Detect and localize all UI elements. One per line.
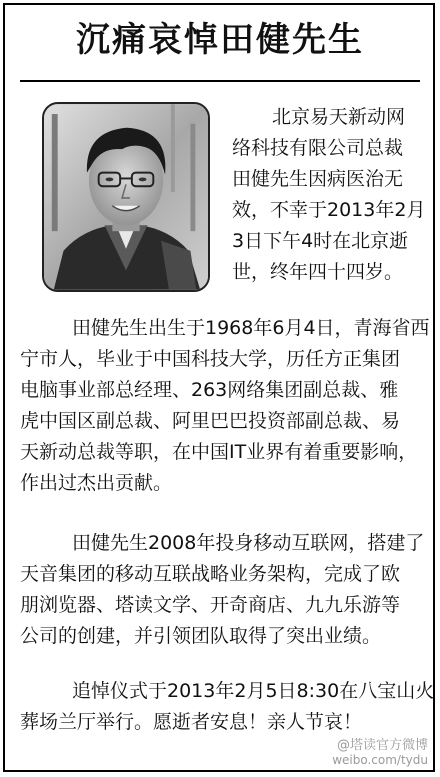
biography-line: 电脑事业部总经理、263网络集团副总裁、雅 [20,379,399,401]
biography-line: 宁市人，毕业于中国科技大学，历任方正集团 [20,348,401,370]
intro-paragraph [232,102,424,288]
title-underline [20,80,420,82]
intro-line: 北京易天新动网 [272,106,406,128]
portrait-illustration [44,104,208,290]
watermark-url: weibo.com/tydu [332,753,428,767]
intro-line: 络科技有限公司总裁 [232,137,404,159]
memorial-line: 葬场兰厅举行。愿逝者安息！亲人节哀！ [20,711,363,733]
biography-line: 田健先生出生于1968年6月4日，青海省西 [72,317,430,339]
intro-line: 3日下午4时在北京逝 [232,230,409,252]
biography-paragraph [20,313,430,499]
watermark-handle: @塔读官方微博 [336,738,428,753]
biography-line: 作出过杰出贡献。 [20,472,173,494]
biography-line: 虎中国区副总裁、阿里巴巴投资部副总裁、易 [20,410,401,432]
career-line: 朋浏览器、塔读文学、开奇商店、九九乐游等 [20,594,401,616]
memorial-paragraph [20,676,435,738]
career-line: 田健先生2008年投身移动互联网，搭建了 [72,532,425,554]
intro-line: 田健先生因病医治无 [232,168,404,190]
intro-line: 效，不幸于2013年2月 [232,199,426,221]
career-paragraph [20,528,430,652]
portrait-photo [42,102,210,292]
weibo-watermark [332,739,428,767]
career-line: 公司的创建，并引领团队取得了突出业绩。 [20,625,382,647]
memorial-line: 追悼仪式于2013年2月5日8:30在八宝山火 [72,680,435,702]
intro-line: 世，终年四十四岁。 [232,261,404,283]
notice-title: 沉痛哀悼田健先生 [76,20,364,60]
career-line: 天音集团的移动互联战略业务架构，完成了欧 [20,563,401,585]
biography-line: 天新动总裁等职，在中国IT业界有着重要影响， [20,441,418,463]
